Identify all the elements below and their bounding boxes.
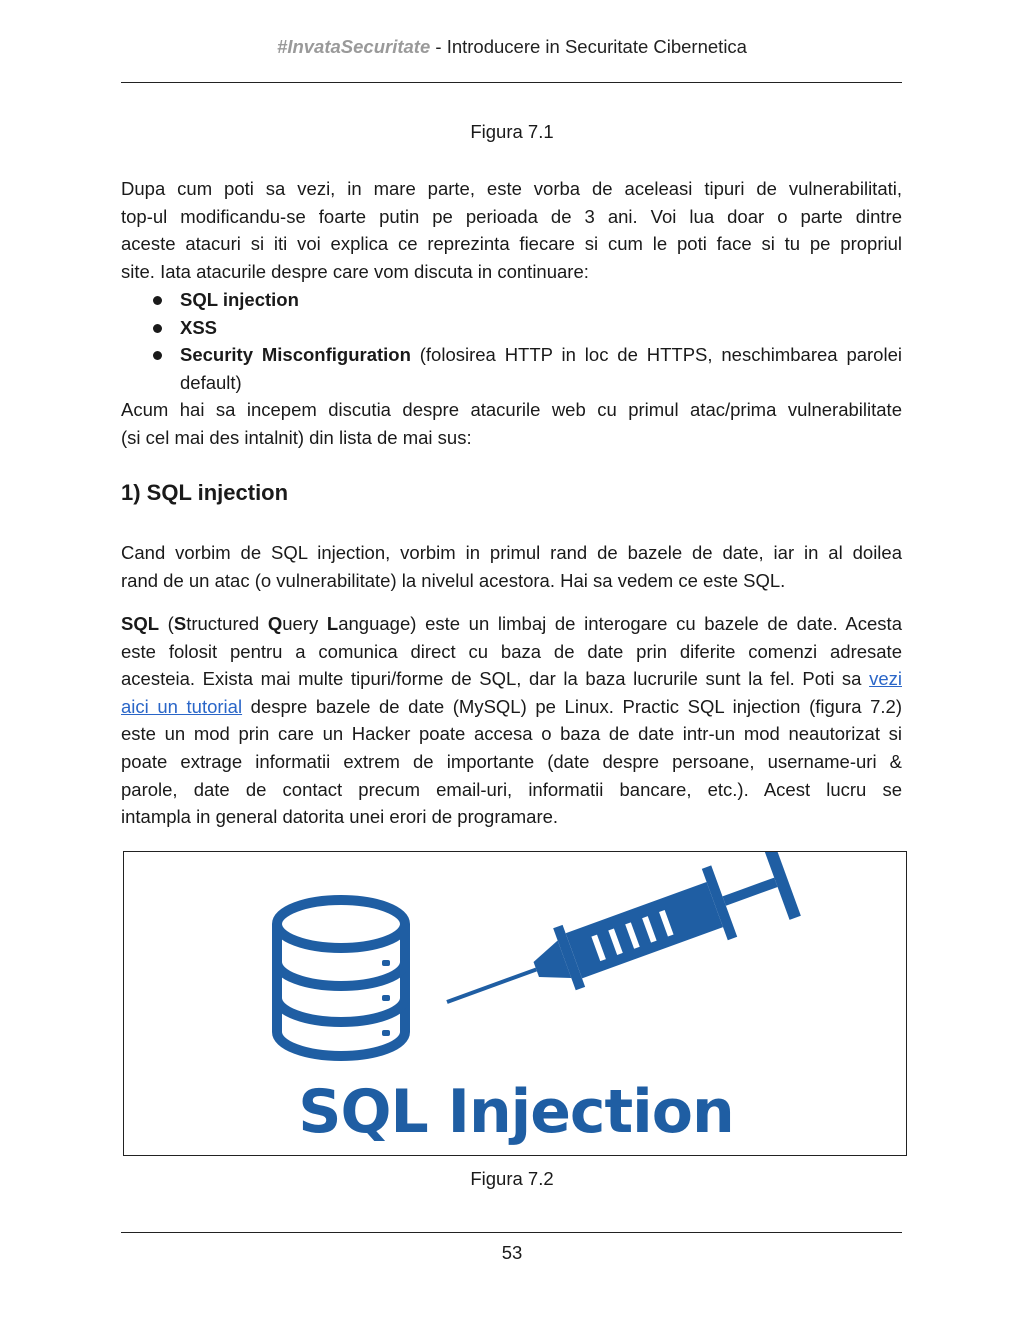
text-line: parole, date de contact precum email-uri, informatii bancare, etc.). Acest lucru se bbox=[121, 778, 902, 800]
text-segment: ) este un limbaj de interogare cu bazele de date. Acesta bbox=[410, 613, 902, 634]
text-line: este folosit pentru a comunica direct cu baza de date prin diferite comenzi adresate bbox=[121, 640, 902, 662]
text-line bbox=[121, 693, 902, 721]
text-line: intampla in general datorita unei erori de programare. bbox=[121, 806, 559, 828]
figure-caption-7-1: Figura 7.1 bbox=[470, 121, 554, 142]
list-item bbox=[121, 341, 902, 396]
tutorial-link[interactable]: vezi bbox=[869, 668, 902, 690]
sql-injection-figure bbox=[123, 851, 907, 1156]
list-item-text: (folosirea HTTP in loc de HTTPS, neschimbarea parolei default) bbox=[180, 344, 902, 393]
text-line: top-ul modificandu-se foarte putin pe perioada de 3 ani. Voi lua doar o parte dintre bbox=[121, 205, 902, 227]
text-line: rand de un atac (o vulnerabilitate) la nivelul acestora. Hai sa vedem ce este SQL. bbox=[121, 569, 786, 591]
acronym-rest: uery bbox=[282, 613, 327, 634]
acronym-rest: tructured bbox=[186, 613, 268, 634]
text-line: Dupa cum poti sa vezi, in mare parte, este vorba de aceleasi tipuri de vulnerabilitati, bbox=[121, 178, 902, 199]
transition-paragraph bbox=[121, 396, 902, 451]
sql-intro-paragraph bbox=[121, 539, 902, 594]
attack-list bbox=[121, 286, 902, 396]
text-segment: despre bazele de date (MySQL) pe Linux. Practic SQL injection (figura 7.2) bbox=[242, 695, 902, 717]
text-line: este un mod prin care un Hacker poate accesa o baza de date intr-un mod neautorizat si bbox=[121, 723, 902, 745]
bullet-icon bbox=[153, 324, 162, 333]
bullet-icon bbox=[153, 296, 162, 305]
page-number: 53 bbox=[501, 1242, 523, 1263]
text-line: site. Iata atacurile despre care vom discuta in continuare: bbox=[121, 260, 589, 282]
list-item-bold: XSS bbox=[180, 316, 218, 338]
acronym-letter: Q bbox=[267, 613, 283, 634]
figure-title: SQL Injection bbox=[298, 1077, 734, 1147]
text-line: poate extrage informatii extrem de importante (date despre persoane, username-uri & bbox=[121, 750, 902, 772]
tutorial-link[interactable]: aici un tutorial bbox=[121, 695, 243, 717]
sql-definition-paragraph bbox=[121, 610, 902, 831]
list-item bbox=[121, 286, 902, 314]
running-header bbox=[0, 36, 1024, 58]
section-heading: 1) SQL injection bbox=[121, 480, 289, 505]
acronym-rest: anguage bbox=[338, 613, 411, 634]
header-hashtag: #InvataSecuritate bbox=[277, 36, 431, 57]
intro-paragraph bbox=[121, 175, 902, 285]
header-title: - Introducere in Securitate Cibernetica bbox=[430, 36, 747, 57]
sql-term: SQL bbox=[121, 613, 160, 634]
list-item bbox=[121, 314, 902, 342]
text-line: (si cel mai des intalnit) din lista de mai sus: bbox=[121, 426, 472, 448]
text-line: Cand vorbim de SQL injection, vorbim in primul rand de bazele de date, iar in al doilea bbox=[121, 542, 902, 563]
acronym-letter: S bbox=[173, 613, 187, 634]
text-line: SQL (Structured Query Language) este un limbaj de interogare cu bazele de date. Acesta bbox=[121, 613, 902, 634]
list-item-bold: SQL injection bbox=[180, 289, 299, 310]
bullet-icon bbox=[153, 351, 162, 360]
figure-caption-7-2: Figura 7.2 bbox=[470, 1168, 554, 1189]
syringe-icon bbox=[433, 852, 801, 1040]
header-divider bbox=[121, 82, 902, 83]
text-line: aceste atacuri si iti voi explica ce reprezinta fiecare si cum le poti face si tu pe propriul bbox=[121, 233, 902, 255]
text-segment: acesteia. Exista mai multe tipuri/forme de SQL, dar la baza lucrurile sunt la fel. Poti sa bbox=[121, 668, 870, 690]
text-line bbox=[121, 665, 902, 693]
text-line: Acum hai sa incepem discutia despre atacurile web cu primul atac/prima vulnerabilitate bbox=[121, 399, 902, 420]
footer-divider bbox=[121, 1232, 902, 1233]
acronym-letter: L bbox=[326, 613, 339, 634]
list-item-bold: Security Misconfiguration bbox=[180, 344, 411, 366]
